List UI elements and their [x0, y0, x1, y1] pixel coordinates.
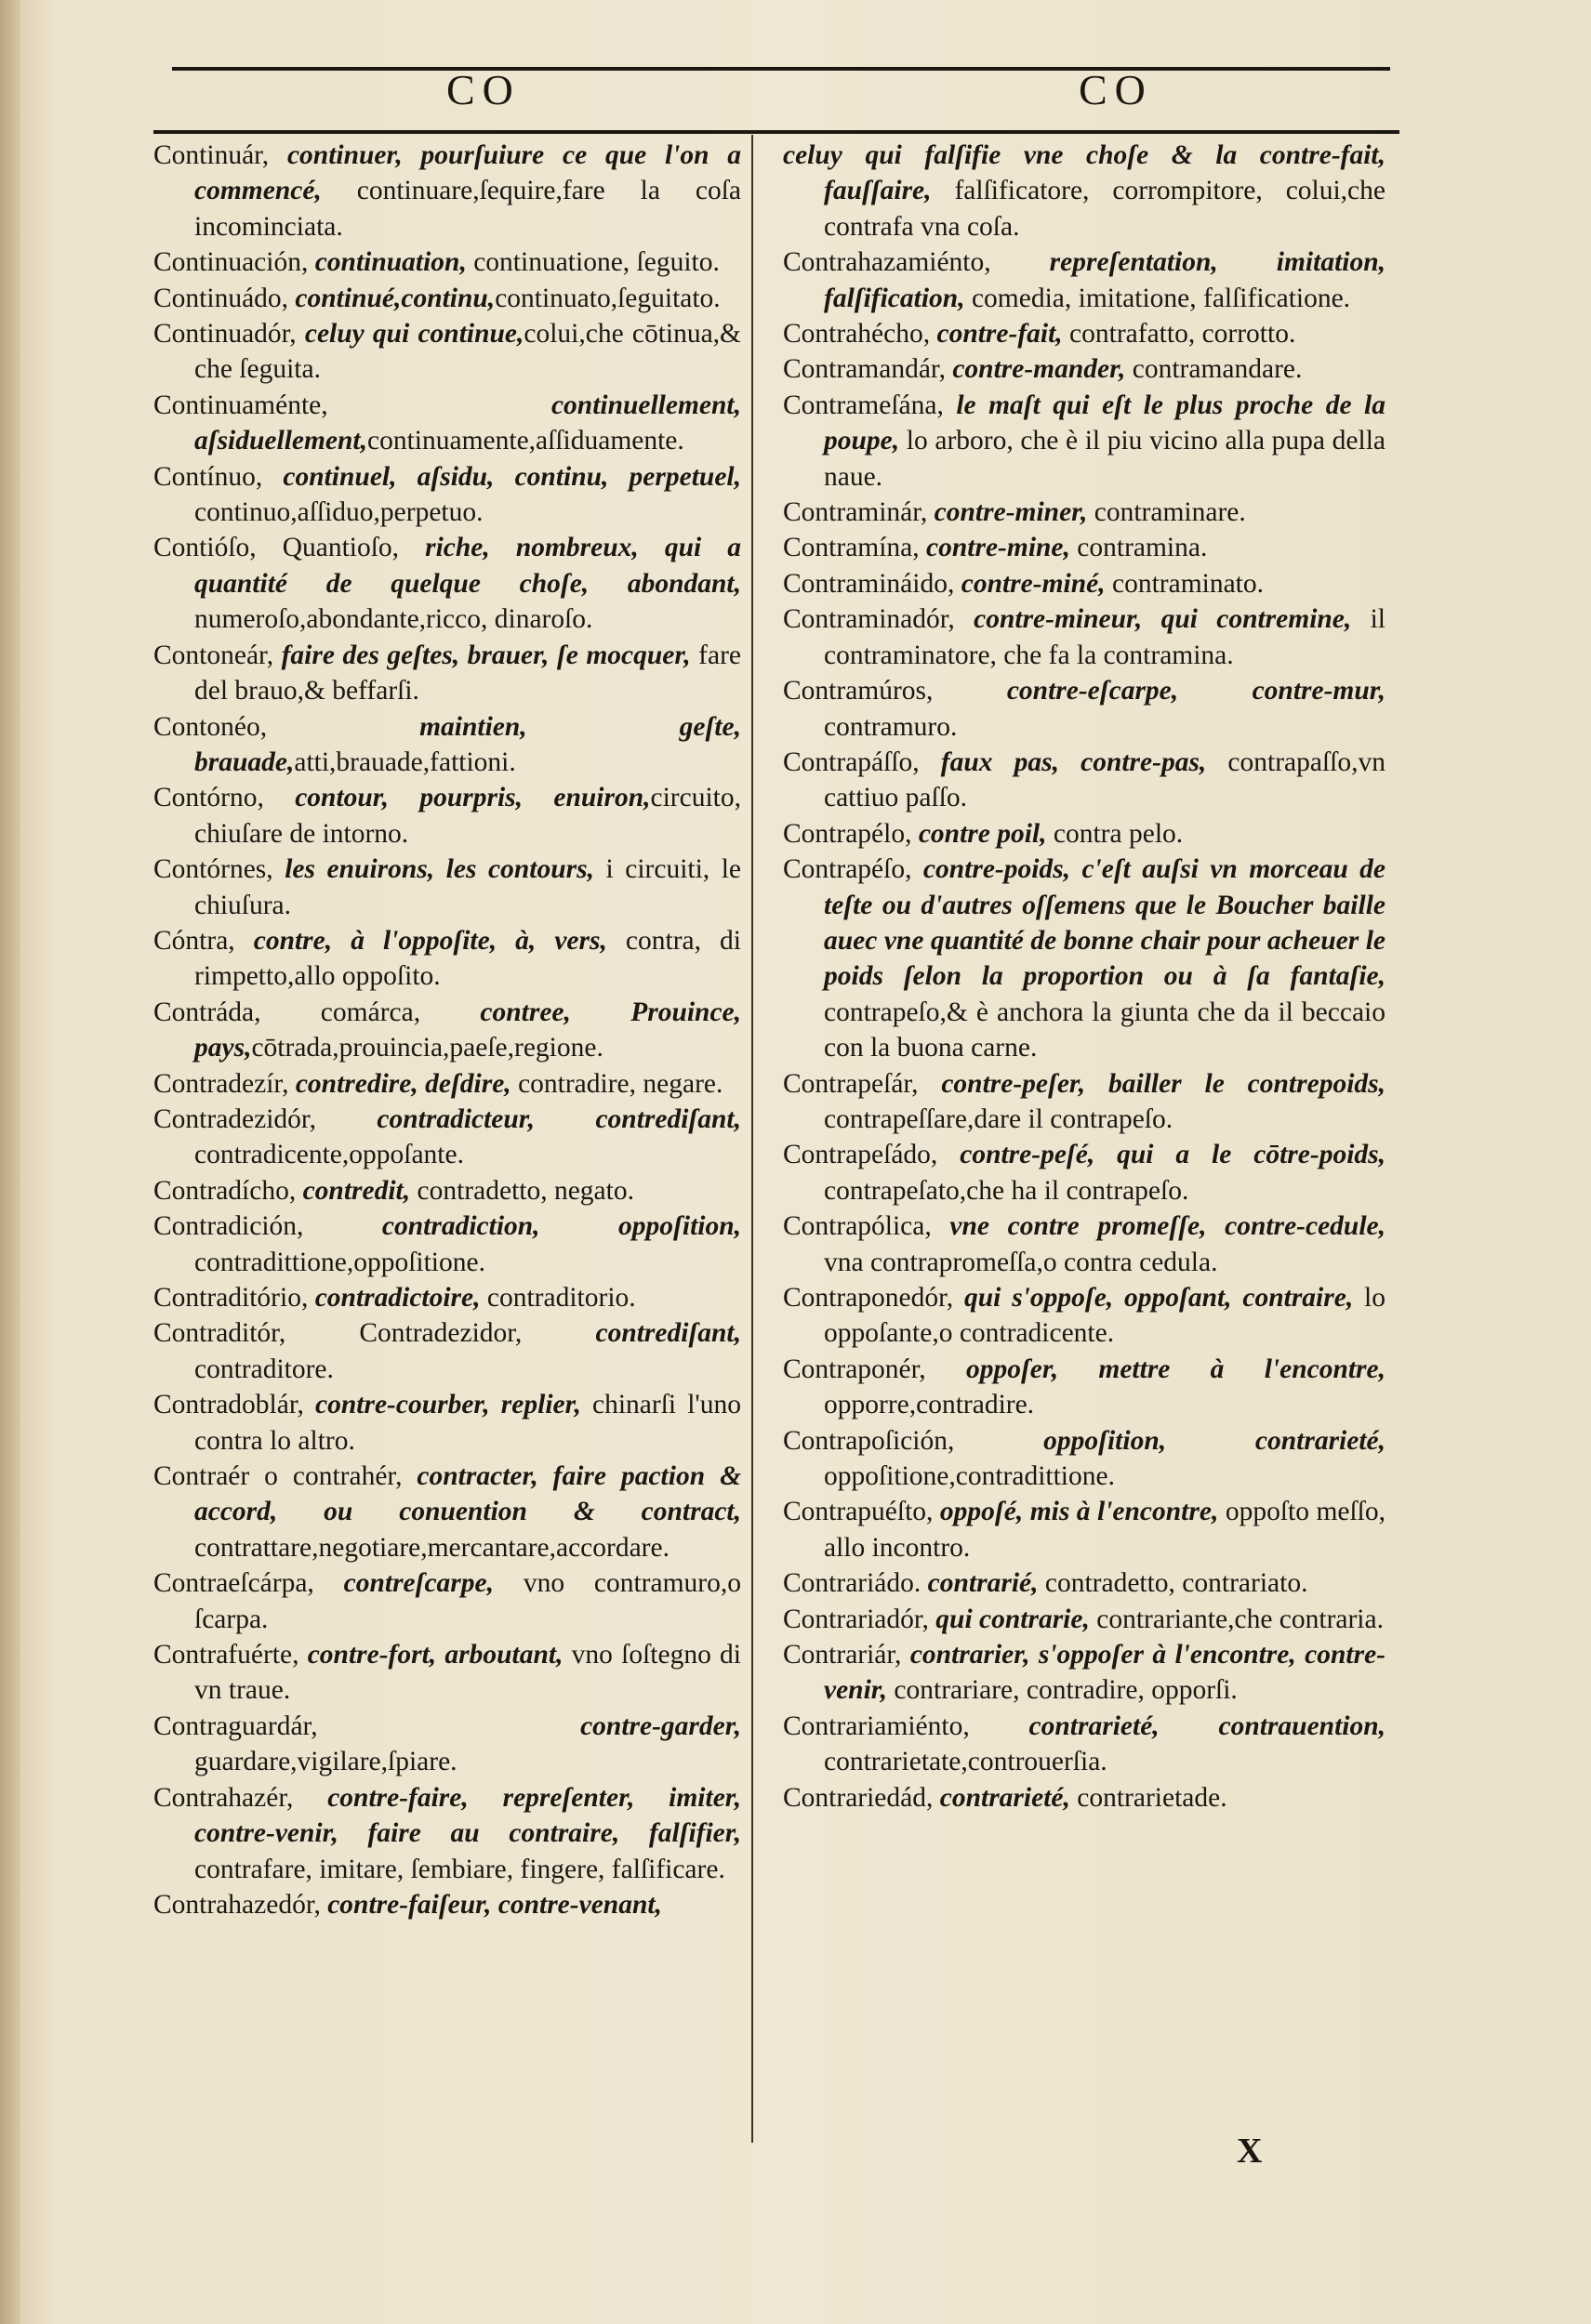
italian-gloss: contrariare, contradire, opporſi.: [887, 1675, 1238, 1706]
italian-gloss: contradittione,oppoſitione.: [194, 1247, 485, 1277]
headword: Contráda, comárca,: [153, 997, 421, 1027]
headword: Contrapélo,: [783, 818, 912, 849]
italian-gloss: contrattare,negotiare,mercantare,accordare.: [194, 1532, 670, 1563]
dictionary-entry: [783, 816, 1385, 852]
left-column: [153, 138, 741, 1922]
dictionary-entry: [783, 530, 1385, 565]
headword: Contínuo,: [153, 461, 263, 492]
french-gloss: continuellement, aſsiduellement,: [194, 390, 741, 456]
italian-gloss: numeroſo,abondante,ricco, dinaroſo.: [194, 604, 593, 635]
headword: Contraponedór,: [783, 1283, 954, 1313]
headword: Continuadór,: [153, 319, 297, 350]
headword: Contrapeſádo,: [783, 1140, 938, 1170]
dictionary-entry: [153, 530, 741, 637]
french-gloss: contre-miné,: [961, 568, 1106, 599]
header-rule-top: [172, 67, 1390, 71]
column-divider: [751, 135, 753, 2143]
headword: Continuaménte,: [153, 390, 328, 420]
dictionary-entry: [153, 244, 741, 280]
french-gloss: contre-fort, arboutant,: [307, 1640, 563, 1670]
headword: Contrariamiénto,: [783, 1710, 970, 1741]
headword: Contrapéſo,: [783, 854, 912, 885]
dictionary-entry: [783, 495, 1385, 530]
french-gloss: contrarier, s'oppoſer à l'encontre, contre-venir,: [824, 1640, 1385, 1706]
header-rule-bottom: [153, 130, 1399, 134]
french-gloss: riche, nombreux, qui a quantité de quelque choſe, abondant,: [194, 533, 741, 599]
italian-gloss: vno ſoſtegno di vn traue.: [194, 1640, 742, 1706]
dictionary-entry: [783, 852, 1385, 1065]
dictionary-entry: [153, 1208, 741, 1280]
french-gloss: contredit,: [302, 1175, 411, 1206]
dictionary-entry: [783, 1637, 1385, 1709]
french-gloss: celuy qui falſifie vne choſe & la contre-fait, fauſſaire,: [783, 140, 1385, 206]
dictionary-entry: [153, 1387, 741, 1459]
italian-gloss: contraditorio.: [480, 1283, 636, 1313]
dictionary-entry: [153, 1066, 741, 1102]
italian-gloss: contraditore.: [194, 1353, 334, 1384]
italian-gloss: continuamente,aſſiduamente.: [367, 426, 684, 456]
dictionary-entry: [783, 566, 1385, 601]
dictionary-entry: [783, 745, 1385, 816]
french-gloss: contradiction, oppoſition,: [381, 1211, 741, 1242]
italian-gloss: contradicente,oppoſante.: [194, 1140, 464, 1170]
dictionary-entry: [783, 601, 1385, 673]
french-gloss: contre-garder,: [580, 1710, 741, 1741]
italian-gloss: contraminato.: [1105, 568, 1264, 599]
headword: Contraér o contrahér,: [153, 1461, 403, 1492]
signature-mark: X: [1237, 2132, 1263, 2171]
dictionary-entry: [783, 1602, 1385, 1637]
italian-gloss: colui,che cōtinua,& che ſeguita.: [194, 319, 741, 385]
headword: Contrapeſár,: [783, 1068, 919, 1099]
italian-gloss: contramandare.: [1125, 354, 1303, 385]
dictionary-entry: [153, 1709, 741, 1780]
running-header-left: CO: [446, 66, 521, 113]
headword: Contrariedád,: [783, 1782, 934, 1813]
italian-gloss: contrapeſo,& è anchora la giunta che da il beccaio con la buona carne.: [824, 997, 1385, 1063]
dictionary-entry: [783, 316, 1385, 351]
dictionary-entry: [783, 388, 1385, 495]
headword: Contradezidór,: [153, 1103, 316, 1134]
italian-gloss: i circuiti, le chiuſura.: [194, 854, 742, 920]
dictionary-entry: [153, 852, 741, 923]
headword: Continuádo,: [153, 283, 289, 313]
french-gloss: maintien, geſte, brauade,: [194, 711, 741, 777]
italian-gloss: lo oppoſante,o contradicente.: [824, 1283, 1386, 1349]
french-gloss: contre-fait,: [936, 319, 1063, 350]
italian-gloss: vna contrapromeſſa,o contra cedula.: [824, 1247, 1218, 1277]
running-header-right: CO: [1079, 66, 1153, 113]
dictionary-entry: [153, 1887, 741, 1922]
dictionary-entry: [153, 638, 741, 709]
dictionary-entry: [153, 1459, 741, 1565]
headword: Contraponér,: [783, 1353, 926, 1384]
italian-gloss: contrapaſſo,vn cattiuo paſſo.: [824, 746, 1385, 813]
headword: Contrariadór,: [783, 1604, 929, 1634]
italian-gloss: contradire, negare.: [510, 1068, 723, 1099]
headword: Contramína,: [783, 533, 920, 563]
italian-gloss: contradetto, contrariato.: [1038, 1568, 1308, 1599]
french-gloss: contre-poids, c'eſt auſsi vn morceau de teſte ou d'autres oſſemens que le Boucher baille auec vne quantité de bonne chair pour acheuer le poids ſelon la proportion ou à ſa fantaſie,: [824, 854, 1386, 992]
italian-gloss: falſificatore, corrompitore, colui,che contrafa vna coſa.: [824, 176, 1385, 242]
french-gloss: contredire, deſdire,: [295, 1068, 511, 1099]
headword: Contramináido,: [783, 568, 955, 599]
dictionary-entry: [783, 244, 1385, 316]
italian-gloss: fare del brauo,& beffarſi.: [194, 640, 742, 706]
french-gloss: contracter, faire paction & accord, ou conuention & contract,: [194, 1461, 742, 1527]
page-binding-shadow: [0, 0, 20, 2324]
french-gloss: contre-peſer, bailler le contrepoids,: [941, 1068, 1385, 1099]
dictionary-entry: [153, 138, 741, 244]
headword: Contrahazamiénto,: [783, 247, 991, 278]
french-gloss: contre-faire, repreſenter, imiter, contre-venir, faire au contraire, falſifier,: [194, 1782, 742, 1849]
italian-gloss: contrafare, imitare, ſembiare, fingere, falſificare.: [194, 1854, 725, 1884]
headword: Contramandár,: [783, 354, 946, 385]
french-gloss: repreſentation, imitation, falſification,: [824, 247, 1385, 313]
headword: Contrahazedór,: [153, 1889, 321, 1920]
french-gloss: les enuirons, les contours,: [285, 854, 594, 885]
dictionary-entry: [783, 1066, 1385, 1138]
italian-gloss: continuare,ſequire,fare la coſa incominciata.: [194, 176, 741, 242]
headword: Contrahécho,: [783, 319, 931, 350]
dictionary-entry: [783, 351, 1385, 387]
italian-gloss: contrariante,che contraria.: [1089, 1604, 1384, 1634]
italian-gloss: cōtrada,prouincia,paeſe,regione.: [251, 1033, 603, 1063]
french-gloss: contre-courber, replier,: [315, 1390, 581, 1420]
headword: Contórnes,: [153, 854, 273, 885]
french-gloss: contre, à l'oppoſite, à, vers,: [253, 925, 607, 956]
italian-gloss: continuatione, ſeguito.: [466, 247, 720, 278]
headword: Contrafuérte,: [153, 1640, 299, 1670]
french-gloss: continuel, aſsidu, continu, perpetuel,: [283, 461, 741, 492]
italian-gloss: contrarietade.: [1069, 1782, 1227, 1813]
headword: Contraminadór,: [783, 604, 955, 635]
french-gloss: contradicteur, contrediſant,: [377, 1103, 741, 1134]
italian-gloss: opporre,contradire.: [824, 1390, 1035, 1420]
italian-gloss: contrapeſſare,dare il contrapeſo.: [824, 1103, 1173, 1134]
headword: Continuación,: [153, 247, 309, 278]
italian-gloss: lo arboro, che è il piu vicino alla pupa della naue.: [824, 426, 1385, 492]
italian-gloss: contra pelo.: [1046, 818, 1184, 849]
dictionary-entry: [783, 1423, 1385, 1495]
french-gloss: contre-eſcarpe, contre-mur,: [1006, 676, 1385, 706]
dictionary-entry: [783, 1709, 1385, 1780]
headword: Contraguardár,: [153, 1710, 318, 1741]
french-gloss: contre-mander,: [952, 354, 1126, 385]
french-gloss: contre-mineur, qui contremine,: [974, 604, 1352, 635]
headword: Contrahazér,: [153, 1782, 294, 1813]
french-gloss: contre poil,: [918, 818, 1047, 849]
french-gloss: vne contre promeſſe, contre-cedule,: [949, 1211, 1386, 1242]
dictionary-entry: [153, 780, 741, 852]
french-gloss: le maſt qui eſt le plus proche de la poupe,: [824, 390, 1385, 456]
italian-gloss: contrarietate,controuerſia.: [824, 1747, 1107, 1777]
dictionary-entry: [783, 1352, 1385, 1423]
french-gloss: oppoſer, mettre à l'encontre,: [965, 1353, 1386, 1384]
dictionary-entry: [153, 995, 741, 1066]
right-column: [783, 138, 1385, 1816]
italian-gloss: circuito, chiuſare de intorno.: [194, 783, 741, 849]
headword: Cóntra,: [153, 925, 235, 956]
headword: Contraminár,: [783, 497, 928, 528]
italian-gloss: il contraminatore, che fa la contramina.: [824, 604, 1385, 670]
italian-gloss: contrapeſato,che ha il contrapeſo.: [824, 1175, 1189, 1206]
headword: Contradícho,: [153, 1175, 297, 1206]
dictionary-entry: [783, 673, 1385, 745]
headword: Contrapoſición,: [783, 1425, 955, 1456]
dictionary-entry: [153, 1315, 741, 1387]
italian-gloss: comedia, imitatione, falſificatione.: [964, 283, 1351, 313]
dictionary-entry: [783, 1208, 1385, 1280]
dictionary-entry: [153, 709, 741, 781]
headword: Contoneár,: [153, 640, 274, 670]
dictionary-entry: [153, 923, 741, 995]
headword: Contórno,: [153, 783, 264, 813]
italian-gloss: chinarſi l'uno contra lo altro.: [194, 1390, 741, 1456]
headword: Contrapólica,: [783, 1211, 932, 1242]
italian-gloss: contraminare.: [1087, 497, 1246, 528]
headword: Contonéo,: [153, 711, 268, 742]
dictionary-entry: [153, 1637, 741, 1709]
french-gloss: contreſcarpe,: [343, 1568, 495, 1599]
dictionary-entry: [783, 1280, 1385, 1352]
italian-gloss: oppoſto meſſo, allo incontro.: [824, 1497, 1386, 1563]
french-gloss: contrarié,: [927, 1568, 1039, 1599]
headword: Continuár,: [153, 140, 270, 170]
dictionary-entry: [783, 1137, 1385, 1208]
french-gloss: qui s'oppoſe, oppoſant, contraire,: [964, 1283, 1354, 1313]
french-gloss: contre-faiſeur, contre-venant,: [327, 1889, 662, 1920]
headword: Contrariár,: [783, 1640, 902, 1670]
french-gloss: contre-miner,: [934, 497, 1088, 528]
french-gloss: contree, Prouince, pays,: [194, 997, 742, 1063]
headword: Contraditór, Contradezidor,: [153, 1318, 523, 1349]
french-gloss: celuy qui continue,: [304, 319, 524, 350]
dictionary-entry: [783, 1494, 1385, 1565]
headword: Contradición,: [153, 1211, 304, 1242]
italian-gloss: contrafatto, corrotto.: [1062, 319, 1296, 350]
headword: Contrapuéſto,: [783, 1497, 934, 1527]
dictionary-entry: [153, 388, 741, 459]
headword: Contramúros,: [783, 676, 934, 706]
dictionary-entry: [153, 281, 741, 316]
french-gloss: continuation,: [314, 247, 467, 278]
dictionary-entry: [153, 1780, 741, 1887]
headword: Contrapáſſo,: [783, 746, 920, 777]
french-gloss: contrediſant,: [595, 1318, 742, 1349]
dictionary-entry: [153, 1280, 741, 1315]
french-gloss: oppoſition, contrarieté,: [1043, 1425, 1385, 1456]
dictionary-entry: [153, 459, 741, 531]
headword: Contrameſána,: [783, 390, 944, 420]
french-gloss: contrarieté,: [939, 1782, 1070, 1813]
headword: Contraeſcárpa,: [153, 1568, 314, 1599]
headword: Contradoblár,: [153, 1390, 304, 1420]
french-gloss: oppoſé, mis à l'encontre,: [939, 1497, 1219, 1527]
headword: Contrariádo.: [783, 1568, 921, 1599]
italian-gloss: atti,brauade,fattioni.: [294, 746, 516, 777]
headword: Contraditório,: [153, 1283, 309, 1313]
italian-gloss: contramuro.: [824, 711, 958, 742]
italian-gloss: vno contramuro,o ſcarpa.: [194, 1568, 741, 1634]
italian-gloss: guardare,vigilare,ſpiare.: [194, 1747, 457, 1777]
italian-gloss: contra, di rimpetto,allo oppoſito.: [194, 925, 742, 992]
italian-gloss: oppoſitione,contradittione.: [824, 1461, 1115, 1492]
dictionary-entry: [783, 1565, 1385, 1601]
italian-gloss: contramina.: [1069, 533, 1208, 563]
headword: Contradezír,: [153, 1068, 289, 1099]
dictionary-entry: [783, 1780, 1385, 1816]
french-gloss: contre-mine,: [926, 533, 1070, 563]
french-gloss: contradictoire,: [314, 1283, 481, 1313]
italian-gloss: contradetto, negato.: [410, 1175, 634, 1206]
french-gloss: faux pas, contre-pas,: [940, 746, 1207, 777]
dictionary-entry: [153, 1565, 741, 1637]
headword: Contióſo, Quantioſo,: [153, 533, 400, 563]
french-gloss: contour, pourpris, enuiron,: [295, 783, 651, 813]
dictionary-entry: [153, 1173, 741, 1208]
dictionary-entry: [153, 1102, 741, 1173]
italian-gloss: continuato,ſeguitato.: [495, 283, 721, 313]
french-gloss: continué,continu,: [295, 283, 496, 313]
italian-gloss: continuo,aſſiduo,perpetuo.: [194, 497, 484, 528]
french-gloss: continuer, pourſuiure ce que l'on a commencé,: [194, 140, 741, 206]
dictionary-entry: [153, 316, 741, 388]
french-gloss: contrarieté, contrauention,: [1028, 1710, 1385, 1741]
french-gloss: contre-peſé, qui a le cōtre-poids,: [960, 1140, 1385, 1170]
french-gloss: qui contrarie,: [935, 1604, 1090, 1634]
dictionary-entry: [783, 138, 1385, 244]
french-gloss: faire des geſtes, brauer, ſe mocquer,: [281, 640, 691, 670]
